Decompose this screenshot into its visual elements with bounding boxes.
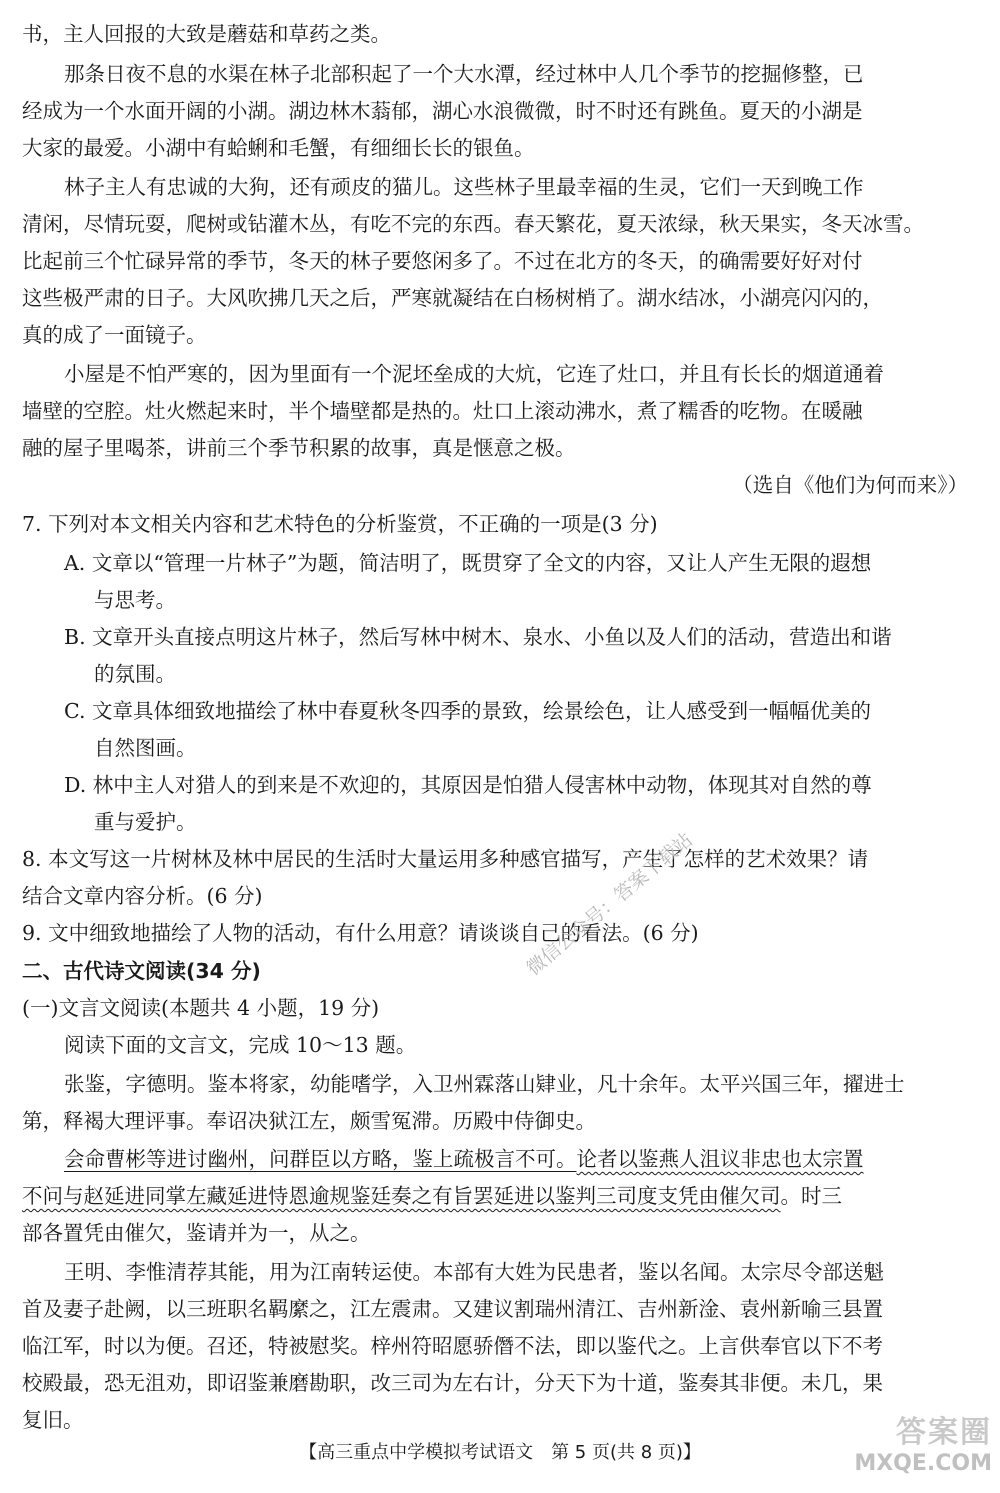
instruction: 阅读下面的文言文，完成 10～13 题。 <box>64 1033 417 1057</box>
logo-text: 答案圈 <box>896 1415 992 1450</box>
passage-line: 真的成了一面镜子。 <box>22 323 207 347</box>
passage-line: 大家的最爱。小湖中有蛤蜊和毛蟹，有细细长长的银鱼。 <box>22 136 535 160</box>
subsection-title: (一)文言文阅读(本题共 4 小题，19 分) <box>22 996 380 1020</box>
passage-line: 比起前三个忙碌异常的季节，冬天的林子要悠闲多了。不过在北方的冬天，的确需要好好对付 <box>22 249 863 273</box>
classical-line <box>64 1145 1000 1173</box>
passage-line: 墙壁的空腔。灶火燃起来时，半个墙壁都是热的。灶口上滚动沸水，煮了糯香的吃物。在暖融 <box>22 399 863 423</box>
option-d: D. 林中主人对猎人的到来是不欢迎的，其原因是怕猎人侵害林中动物，体现其对自然的尊 <box>64 773 872 797</box>
question-8: 8. 本文写这一片树林及林中居民的生活时大量运用多种感官描写，产生了怎样的艺术效果？请 <box>22 847 869 871</box>
classical-text: 。时三 <box>780 1184 842 1208</box>
classical-line: 第，释褐大理评事。奉诏决狱江左，颇雪冤滞。历殿中侍御史。 <box>22 1109 596 1133</box>
logo-url: MXQE.COM <box>854 1451 992 1476</box>
classical-line: 首及妻子赴阙，以三班职名羁縻之，江左震肃。又建议割瑞州清江、吉州新淦、袁州新喻三县置 <box>22 1297 883 1321</box>
option-b-cont: 的氛围。 <box>94 662 176 686</box>
option-a-cont: 与思考。 <box>94 588 176 612</box>
question-9: 9. 文中细致地描绘了人物的活动，有什么用意？请谈谈自己的看法。(6 分) <box>22 921 699 945</box>
page-footer: 【高三重点中学模拟考试语文 第 5 页(共 8 页)】 <box>299 1442 701 1463</box>
passage-line: 那条日夜不息的水渠在林子北部积起了一个大水潭，经过林中人几个季节的挖掘修整，已 <box>64 62 864 86</box>
option-d-cont: 重与爱护。 <box>94 810 197 834</box>
underlined-sentence: 会命曹彬等进讨幽州，问群臣以方略，鉴上疏极言不可。 <box>64 1147 577 1171</box>
option-b: B. 文章开头直接点明这片林子，然后写林中树木、泉水、小鱼以及人们的活动，营造出和谐 <box>64 625 892 649</box>
wavy-underlined-sentence: 不问与赵延进同掌左藏延进恃恩逾规鉴廷奏之有旨罢延进以鉴判三司度支凭由催欠司 <box>22 1184 781 1208</box>
question-7-stem: 7. 下列对本文相关内容和艺术特色的分析鉴赏，不正确的一项是(3 分) <box>22 512 658 536</box>
passage-line: 林子主人有忠诚的大狗，还有顽皮的猫儿。这些林子里最幸福的生灵，它们一天到晚工作 <box>64 175 864 199</box>
passage-line: 经成为一个水面开阔的小湖。湖边林木蓊郁，湖心水浪微微，时不时还有跳鱼。夏天的小湖是 <box>22 99 863 123</box>
option-c: C. 文章具体细致地描绘了林中春夏秋冬四季的景致，绘景绘色，让人感受到一幅幅优美的 <box>64 699 871 723</box>
classical-line: 王明、李惟清荐其能，用为江南转运使。本部有大姓为民患者，鉴以名闻。太宗尽令部送魁 <box>64 1260 884 1284</box>
passage-source: （选自《他们为何而来》） <box>732 473 968 497</box>
option-a: A. 文章以“管理一片林子”为题，简洁明了，既贯穿了全文的内容，又让人产生无限的遐想 <box>64 551 872 575</box>
watermark: 微信公众号：答案下载站 <box>522 828 697 980</box>
option-c-cont: 自然图画。 <box>94 736 197 760</box>
passage-line: 书，主人回报的大致是蘑菇和草药之类。 <box>22 22 391 46</box>
question-8-cont: 结合文章内容分析。(6 分) <box>22 884 263 908</box>
site-logo <box>822 1407 992 1487</box>
classical-line: 校殿最，恐无沮劝，即诏鉴兼磨勘职，改三司为左右计，分天下为十道，鉴奏其非便。未几，果 <box>22 1371 883 1395</box>
passage-line: 这些极严肃的日子。大风吹拂几天之后，严寒就凝结在白杨树梢了。湖水结冰，小湖亮闪闪的， <box>22 286 883 310</box>
passage-line: 小屋是不怕严寒的，因为里面有一个泥坯垒成的大炕，它连了灶口，并且有长长的烟道通着 <box>64 362 884 386</box>
classical-line: 复旧。 <box>22 1408 84 1432</box>
wavy-underlined-sentence: 论者以鉴燕人沮议非忠也太宗置 <box>576 1147 864 1171</box>
classical-line <box>22 1182 977 1210</box>
section-title: 二、古代诗文阅读(34 分) <box>22 959 261 983</box>
classical-line: 临江军，时以为便。召还，特被慰奖。梓州符昭愿骄僭不法，即以鉴代之。上言供奉官以下不考 <box>22 1334 883 1358</box>
classical-line: 部各置凭由催欠，鉴请并为一，从之。 <box>22 1221 371 1245</box>
passage-line: 融的屋子里喝茶，讲前三个季节积累的故事，真是惬意之极。 <box>22 436 576 460</box>
passage-line: 清闲，尽情玩耍，爬树或钻灌木丛，有吃不完的东西。春天繁花，夏天浓绿，秋天果实，冬天冰雪。 <box>22 212 924 236</box>
classical-line: 张鉴，字德明。鉴本将家，幼能嗜学，入卫州霖落山肄业，凡十余年。太平兴国三年，擢进士 <box>64 1072 905 1096</box>
